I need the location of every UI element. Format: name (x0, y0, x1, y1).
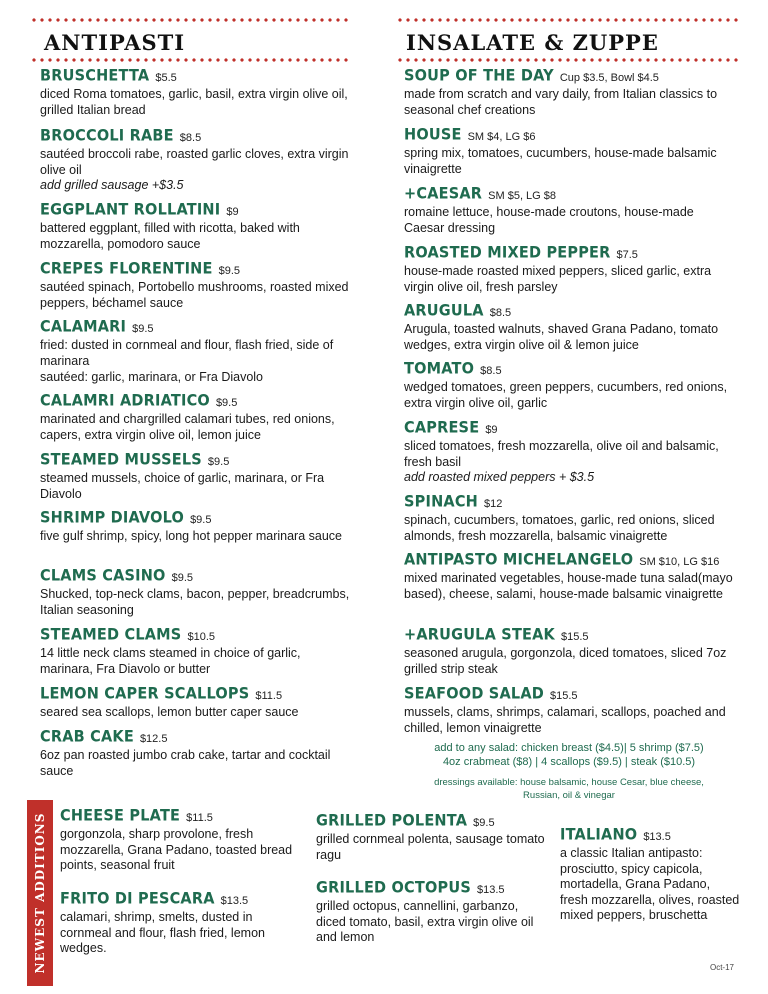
menu-item-crab-cake (40, 729, 350, 779)
item-name: SPINACH (404, 493, 478, 511)
addon-line-2: 4oz crabmeat ($8) | 4 scallops ($9.5) | steak ($10.5) (442, 756, 696, 768)
item-name: LEMON CAPER SCALLOPS (40, 685, 250, 703)
item-name: +CAESAR (404, 185, 483, 203)
item-note: add roasted mixed peppers + $3.5 (404, 470, 595, 484)
item-price: $9.5 (190, 514, 212, 526)
dressings-info (404, 776, 734, 802)
item-price: SM $10, LG $16 (639, 556, 720, 568)
item-name: CALAMRI ADRIATICO (40, 392, 210, 410)
item-price: $10.5 (187, 631, 215, 643)
item-name: SOUP OF THE DAY (404, 67, 554, 85)
item-description: house-made roasted mixed peppers, sliced garlic, extra virgin olive oil, fresh parsley (404, 264, 712, 294)
item-description: five gulf shrimp, spicy, long hot pepper marinara sauce (40, 529, 343, 543)
salad-addons (404, 741, 734, 769)
item-name: CREPES FLORENTINE (40, 260, 213, 278)
item-description: 6oz pan roasted jumbo crab cake, tartar and cocktail sauce (40, 748, 331, 778)
item-name: GRILLED OCTOPUS (316, 879, 471, 897)
item-name: ANTIPASTO MICHELANGELO (404, 551, 634, 569)
item-description-2: sautéed: garlic, marinara, or Fra Diavolo (40, 370, 264, 384)
item-name: ARUGULA (404, 302, 484, 320)
item-description: made from scratch and vary daily, from Italian classics to seasonal chef creations (404, 87, 718, 117)
menu-item-eggplant-rollatini (40, 202, 350, 252)
item-note: add grilled sausage +$3.5 (40, 178, 184, 192)
item-description: mussels, clams, shrimps, calamari, scallops, poached and chilled, lemon vinaigrette (404, 705, 726, 735)
menu-item-tomato (404, 361, 734, 411)
menu-item-grilled-octopus (316, 880, 548, 946)
menu-item-crepes-florentine (40, 261, 350, 311)
menu-item-cheese-plate (60, 808, 300, 874)
item-name: BRUSCHETTA (40, 67, 150, 85)
menu-item-arugula (404, 303, 734, 353)
menu-item-antipasto-michelangelo (404, 552, 734, 602)
item-name: STEAMED MUSSELS (40, 451, 202, 469)
item-description: seared sea scallops, lemon butter caper sauce (40, 705, 299, 719)
item-description: 14 little neck clams steamed in choice of garlic, marinara, Fra Diavolo or butter (40, 646, 301, 676)
item-price: $8.5 (480, 365, 502, 377)
item-name: HOUSE (404, 126, 462, 144)
item-price: $9.5 (171, 572, 194, 584)
menu-item-soup-of-the-day (404, 68, 734, 118)
menu-item-steamed-clams (40, 627, 350, 677)
item-price: SM $4, LG $6 (467, 131, 536, 143)
item-price: $9.5 (218, 265, 241, 277)
item-description: spring mix, tomatoes, cucumbers, house-made balsamic vinaigrette (404, 146, 717, 176)
item-name: SHRIMP DIAVOLO (40, 509, 185, 527)
dressings-line-1: dressings available: house balsamic, house Cesar, blue cheese, (434, 777, 704, 788)
item-description: diced Roma tomatoes, garlic, basil, extra virgin olive oil, grilled Italian bread (40, 87, 348, 117)
dressings-line-2: Russian, oil & vinegar (523, 790, 615, 801)
left-bottom-dotted-rule (30, 58, 350, 62)
right-bottom-dotted-rule (396, 58, 740, 62)
menu-item-italiano (560, 827, 740, 924)
item-price: $15.5 (561, 631, 589, 643)
item-description: grilled cornmeal polenta, sausage tomato ragu (316, 832, 545, 862)
menu-item-lemon-caper-scallops (40, 686, 350, 721)
item-price: Cup $3.5, Bowl $4.5 (559, 72, 659, 84)
item-name: CALAMARI (40, 318, 127, 336)
item-name: EGGPLANT ROLLATINI (40, 201, 221, 219)
item-name: FRITO DI PESCARA (60, 890, 215, 908)
item-description: seasoned arugula, gorgonzola, diced tomatoes, sliced 7oz grilled strip steak (404, 646, 727, 676)
menu-item-roasted-mixed-pepper (404, 245, 734, 295)
item-description: Shucked, top-neck clams, bacon, pepper, breadcrumbs, Italian seasoning (40, 587, 350, 617)
item-description: battered eggplant, filled with ricotta, baked with mozzarella, pomodoro sauce (40, 221, 300, 251)
item-description: fried: dusted in cornmeal and flour, flash fried, side of marinara (40, 338, 334, 368)
item-name: CRAB CAKE (40, 728, 134, 746)
item-price: $8.5 (489, 307, 512, 319)
item-description: wedged tomatoes, green peppers, cucumbers, red onions, extra virgin olive oil, garlic (404, 380, 728, 410)
menu-item-calamari (40, 319, 350, 386)
item-price: $12 (484, 498, 503, 510)
newest-additions-banner (27, 800, 53, 986)
item-description: a classic Italian antipasto: prosciutto, spicy capicola, mortadella, Grana Padano, fresh mozzarella, olives, roasted mixed peppers, bruschetta (560, 846, 740, 922)
item-name: BROCCOLI RABE (40, 127, 174, 145)
item-description: spinach, cucumbers, tomatoes, garlic, red onions, sliced almonds, fresh mozzarella, balsamic vinaigrette (404, 513, 715, 543)
item-description: gorgonzola, sharp provolone, fresh mozzarella, Grana Padano, toasted bread points, seasonal fruit (60, 827, 293, 872)
menu-item-grilled-polenta (316, 813, 548, 863)
item-description: sautéed spinach, Portobello mushrooms, roasted mixed peppers, béchamel sauce (40, 280, 349, 310)
item-price: $13.5 (643, 831, 671, 843)
item-price: $9.5 (215, 397, 238, 409)
item-description: mixed marinated vegetables, house-made tuna salad(mayo based), cheese, salami, house-made balsamic vinaigrette (404, 571, 733, 601)
menu-item-bruschetta (40, 68, 350, 118)
antipasti-title: ANTIPASTI (44, 30, 186, 55)
item-name: CLAMS CASINO (40, 567, 166, 585)
item-price: $13.5 (476, 884, 505, 896)
item-price: $9.5 (207, 456, 230, 468)
item-price: $8.5 (179, 132, 202, 144)
item-description: steamed mussels, choice of garlic, marinara, or Fra Diavolo (40, 471, 325, 501)
menu-item-arugula-steak (404, 627, 734, 677)
menu-item-spinach (404, 494, 734, 544)
item-description: sliced tomatoes, fresh mozzarella, olive oil and balsamic, fresh basil (404, 439, 719, 469)
menu-item-frito-di-pescara (60, 891, 300, 957)
item-price: $7.5 (616, 249, 638, 261)
menu-item-steamed-mussels (40, 452, 350, 502)
menu-item-broccoli-rabe (40, 128, 350, 194)
menu-item-house (404, 127, 734, 177)
item-description: calamari, shrimp, smelts, dusted in cornmeal and flour, flash fried, lemon wedges. (60, 910, 265, 955)
item-name: ROASTED MIXED PEPPER (404, 244, 611, 262)
menu-item-shrimp-diavolo (40, 510, 350, 545)
item-price: $9.5 (473, 817, 495, 829)
item-name: STEAMED CLAMS (40, 626, 182, 644)
menu-item-calamri-adriatico (40, 393, 350, 443)
item-name: SEAFOOD SALAD (404, 685, 544, 703)
insalate-title: INSALATE & ZUPPE (406, 30, 659, 55)
menu-item-seafood-salad (404, 686, 734, 736)
item-price: $9 (226, 206, 239, 218)
item-name: ITALIANO (560, 826, 638, 844)
item-price: $11.5 (255, 690, 283, 702)
left-top-dotted-rule (30, 18, 350, 22)
newest-additions-label: NEWEST ADDITIONS (33, 812, 47, 974)
date-code: Oct-17 (709, 963, 734, 972)
item-name: GRILLED POLENTA (316, 812, 468, 830)
item-price: $9.5 (132, 323, 154, 335)
item-description: sautéed broccoli rabe, roasted garlic cloves, extra virgin olive oil (40, 147, 349, 177)
item-price: $15.5 (549, 690, 578, 702)
item-price: $11.5 (186, 812, 213, 824)
right-top-dotted-rule (396, 18, 740, 22)
menu-item-clams-casino (40, 568, 350, 618)
item-name: TOMATO (404, 360, 475, 378)
item-name: CAPRESE (404, 419, 480, 437)
item-price: $9 (485, 424, 498, 436)
item-price: $5.5 (155, 72, 177, 84)
item-description: grilled octopus, cannellini, garbanzo, diced tomato, basil, extra virgin olive oil and lemon (316, 899, 534, 944)
item-price: $13.5 (220, 895, 249, 907)
menu-item-caesar (404, 186, 734, 236)
addon-line-1: add to any salad: chicken breast ($4.5)| 5 shrimp ($7.5) (434, 742, 704, 754)
item-description: romaine lettuce, house-made croutons, house-made Caesar dressing (404, 205, 694, 235)
item-name: CHEESE PLATE (60, 807, 181, 825)
menu-item-caprese (404, 420, 734, 486)
item-name: +ARUGULA STEAK (404, 626, 555, 644)
item-price: $12.5 (139, 733, 168, 745)
item-description: Arugula, toasted walnuts, shaved Grana Padano, tomato wedges, extra virgin olive oil & lemon juice (404, 322, 719, 352)
item-description: marinated and chargrilled calamari tubes, red onions, capers, extra virgin olive oil, lemon juice (40, 412, 335, 442)
item-price: SM $5, LG $8 (488, 190, 557, 202)
